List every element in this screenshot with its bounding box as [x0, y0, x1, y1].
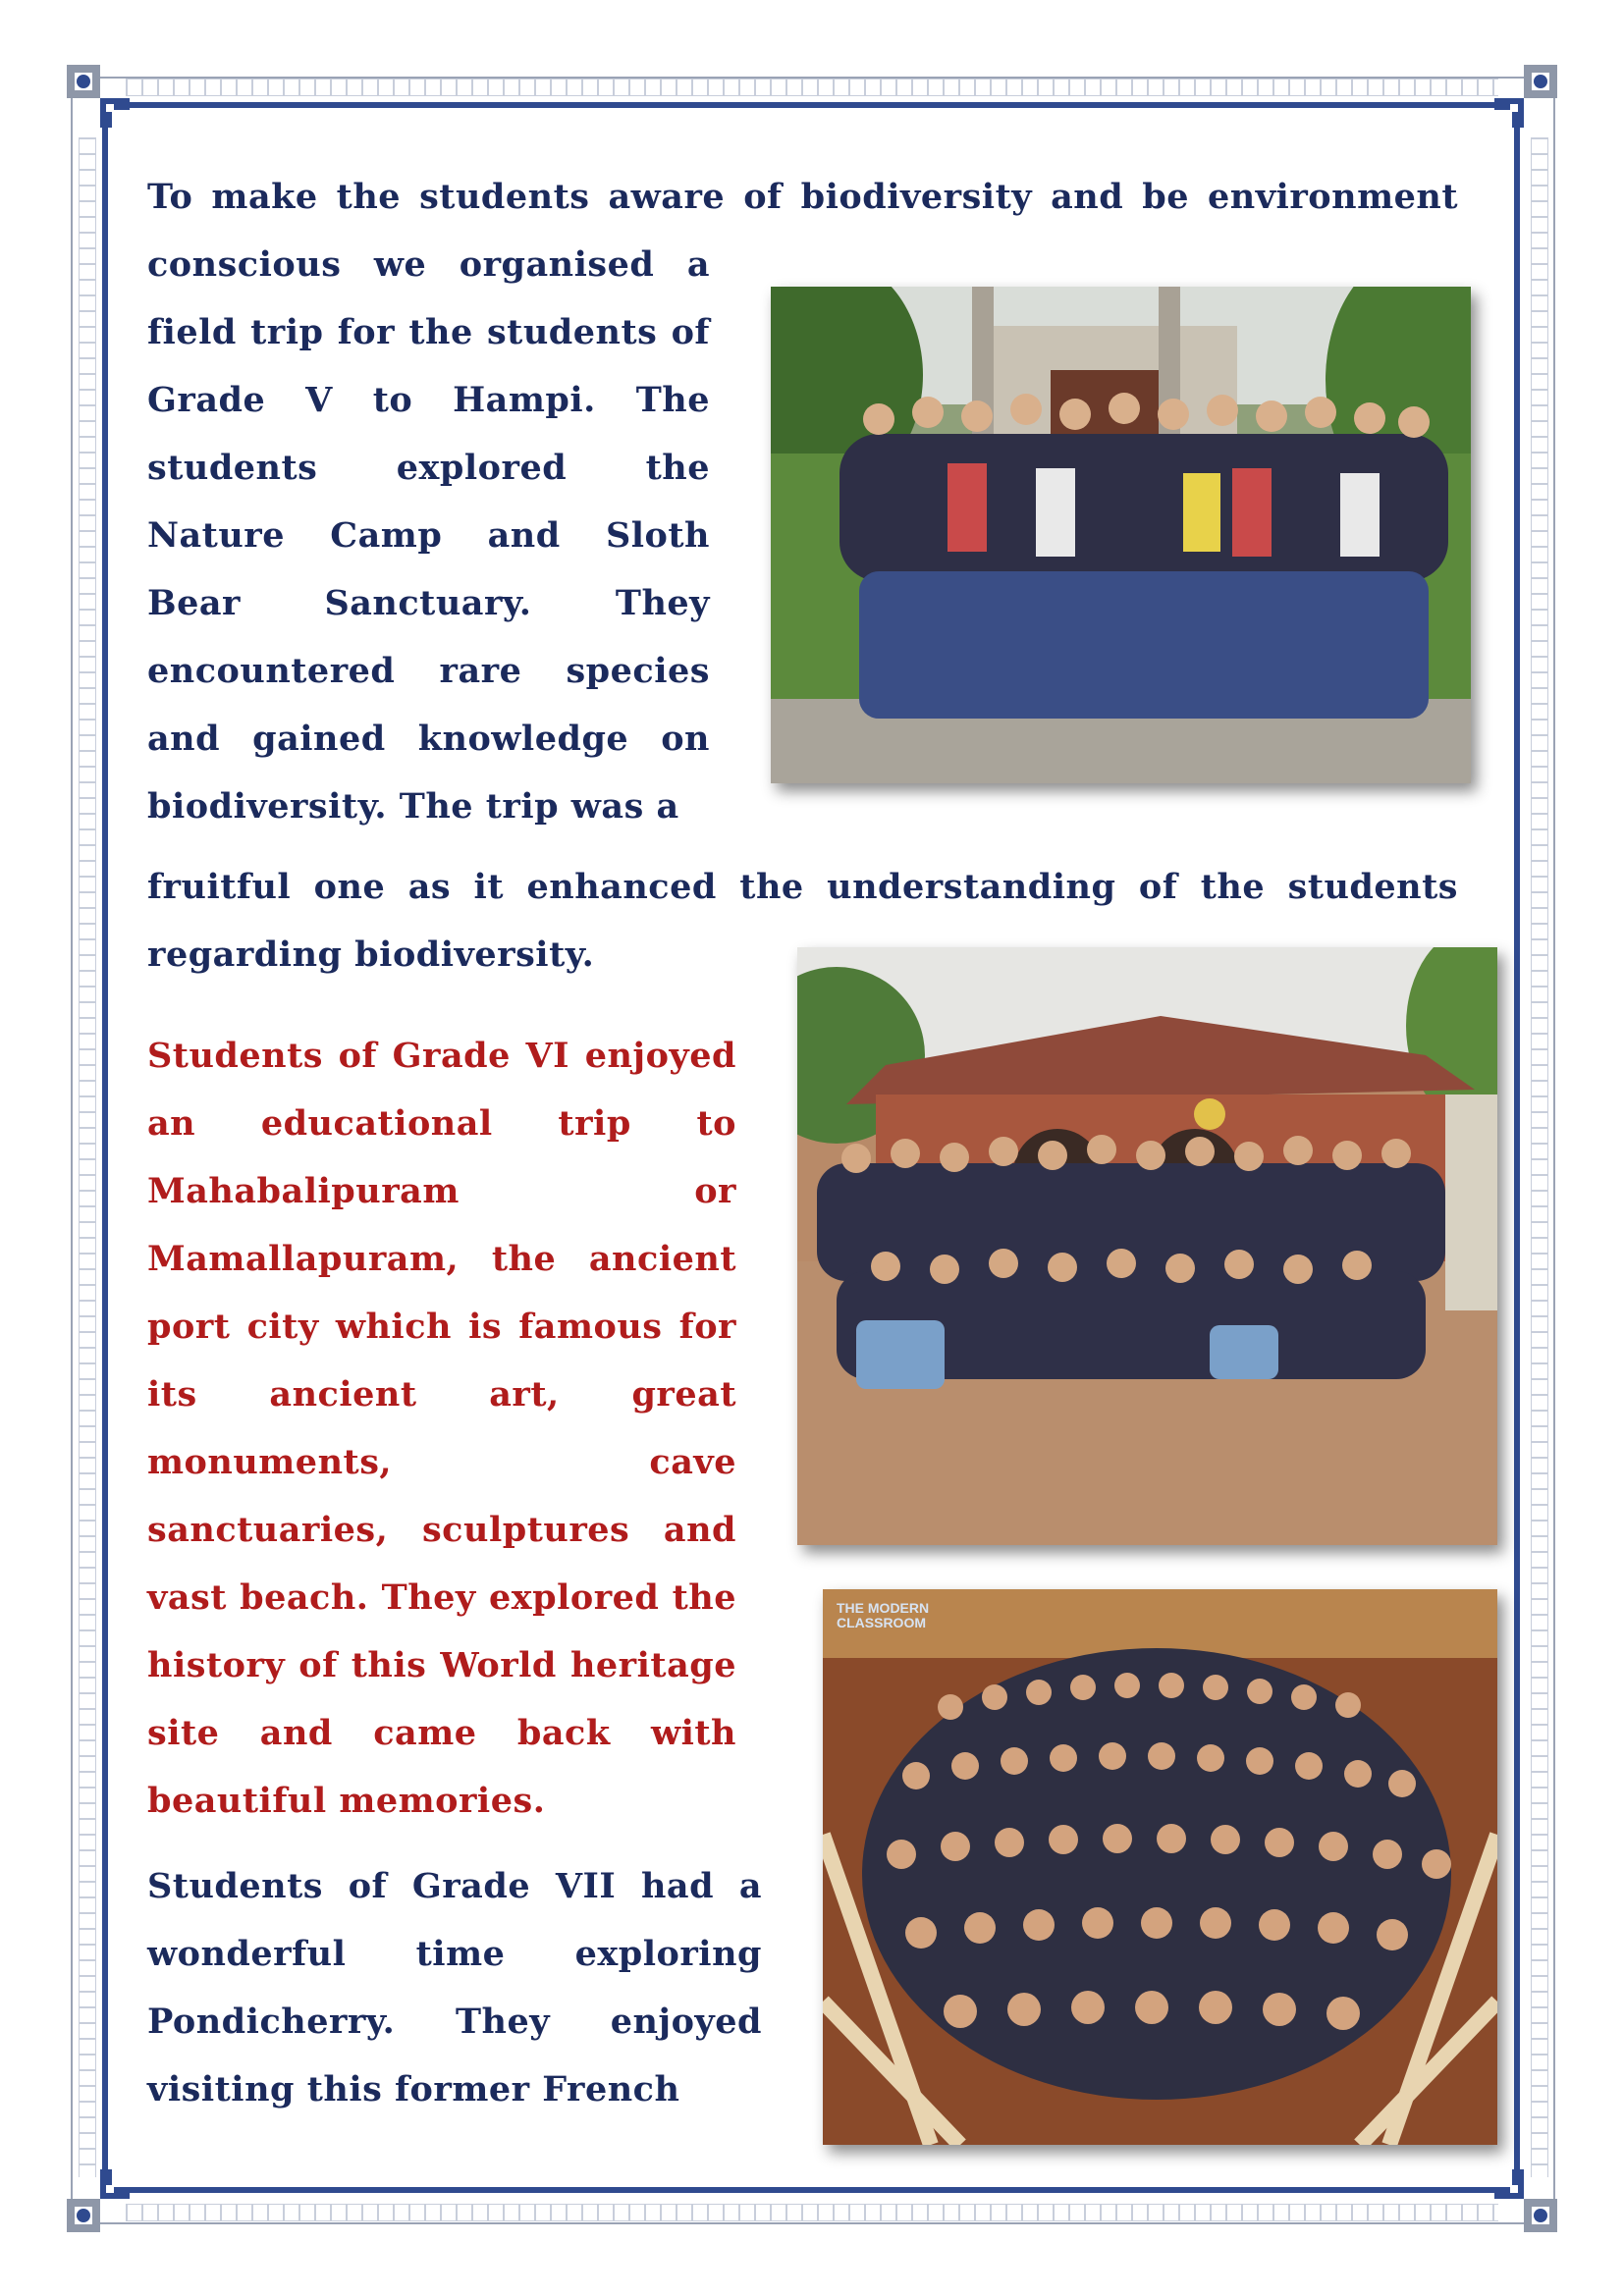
- grade7-paragraph: Students of Grade VII had a wonderful time exploring Pondicherry. They enjoyed visiting this former French: [147, 1866, 762, 2109]
- photo-watermark: [837, 1601, 929, 1630]
- corner-ornament-bottom-left: [61, 2160, 139, 2238]
- corner-ornament-top-left: [61, 59, 139, 137]
- border-strip-right: [1531, 137, 1548, 2177]
- grade6-paragraph: Students of Grade VI enjoyed an educational trip to Mahabalipuram or Mamallapuram, the ancient port city which is famous for its ancient art, great monuments, cave sanctuaries, sculptures and vast beach. They explored the history of this World heritage site and came back with beautiful memories.: [147, 1036, 736, 1821]
- border-strip-left: [79, 137, 96, 2177]
- intro-continuation: fruitful one as it enhanced the understanding of the students regarding biodiversity.: [147, 867, 1458, 975]
- border-strip-bottom: [126, 2204, 1498, 2221]
- corner-ornament-bottom-right: [1485, 2160, 1563, 2238]
- intro-first-line: To make the students aware of biodiversity and be environment: [147, 177, 1458, 217]
- photo-hampi-group: [771, 287, 1471, 783]
- photo-mahabalipuram-group: [797, 947, 1497, 1545]
- intro-wrapped-text: conscious we organised a field trip for the students of Grade V to Hampi. The students explored the Nature Camp and Sloth Bear Sanctuary. They encountered rare species and gained knowledge on biodiversity. The trip was a: [147, 244, 710, 827]
- border-strip-top: [126, 79, 1498, 96]
- corner-ornament-top-right: [1485, 59, 1563, 137]
- photo-pondicherry-group: [823, 1589, 1497, 2145]
- watermark-line-1: THE MODERN: [837, 1600, 930, 1616]
- watermark-line-2: CLASSROOM: [837, 1615, 926, 1630]
